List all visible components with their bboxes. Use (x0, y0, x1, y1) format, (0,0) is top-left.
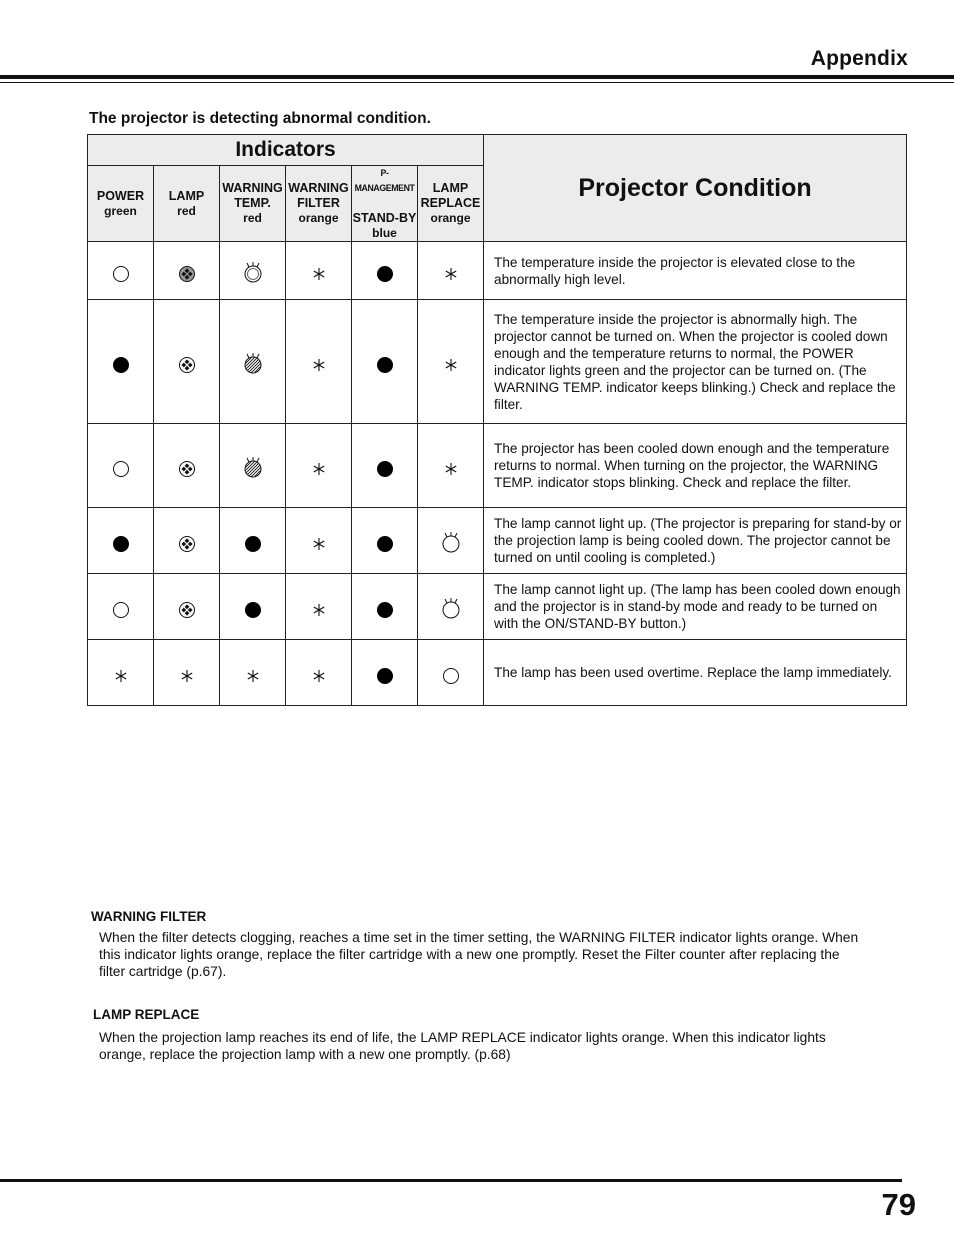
warning-filter-title: WARNING FILTER (91, 909, 207, 924)
indicator-state-cell (286, 640, 352, 706)
asterisk-icon (306, 598, 332, 615)
column-header-color: red (243, 211, 262, 225)
indicator-state-cell (220, 424, 286, 508)
page-header-title: Appendix (810, 47, 908, 70)
filled-dot-icon (240, 598, 266, 615)
lit-diamond-icon (174, 532, 200, 549)
indicator-state-cell (154, 300, 220, 424)
off-circle-icon (108, 262, 134, 279)
indicator-table-row (88, 574, 907, 640)
filled-dot-icon (240, 532, 266, 549)
column-header-line2: FILTER (297, 196, 340, 210)
indicator-state-cell (88, 242, 154, 300)
column-header-line1: P-MANAGEMENT (354, 168, 415, 194)
lamp-replace-body: When the projection lamp reaches its end of life, the LAMP REPLACE indicator lights orange. When this indicator lights orange, replace the projection lamp with a new one promptly. (p.68) (99, 1030, 826, 1062)
indicator-column-header (220, 166, 286, 242)
header-rule-thick (0, 75, 954, 79)
column-header-color: green (104, 203, 137, 218)
column-header-line2: TEMP. (234, 196, 271, 210)
indicator-column-header (154, 166, 220, 242)
filled-dot-icon (108, 353, 134, 370)
indicator-table-row (88, 508, 907, 574)
indicator-column-header (352, 166, 418, 242)
filled-dot-icon (372, 262, 398, 279)
indicator-table-body (88, 242, 907, 706)
indicator-column-header (418, 166, 484, 242)
indicator-state-cell (88, 300, 154, 424)
indicators-header: Indicators (88, 135, 484, 166)
indicator-state-cell (418, 242, 484, 300)
warning-filter-body: When the filter detects clogging, reaches a time set in the timer setting, the WARNING FILTER indicator lights orange. When this indicator lights orange, replace the filter cartridge with a new one promptly. Reset the Filter counter after replacing the filter cartridge (p.67). (99, 930, 859, 979)
blink-ring-icon (240, 262, 266, 279)
indicator-state-cell (88, 424, 154, 508)
indicator-state-cell (286, 574, 352, 640)
asterisk-icon (306, 532, 332, 549)
indicator-state-cell (352, 300, 418, 424)
filled-dot-icon (372, 532, 398, 549)
indicator-state-cell (220, 242, 286, 300)
indicator-state-cell (286, 242, 352, 300)
section-subtitle: The projector is detecting abnormal condition. (89, 110, 431, 127)
indicator-column-header (88, 166, 154, 242)
filled-dot-icon (108, 532, 134, 549)
indicator-state-cell (154, 242, 220, 300)
indicator-table-row (88, 424, 907, 508)
asterisk-icon (306, 664, 332, 681)
indicator-state-cell (286, 508, 352, 574)
column-header-color: orange (430, 211, 471, 225)
indicator-state-cell (220, 508, 286, 574)
indicator-state-cell (88, 640, 154, 706)
blink-circle-icon (438, 598, 464, 615)
asterisk-icon (306, 262, 332, 279)
indicator-state-cell (418, 574, 484, 640)
column-header-line2: REPLACE (420, 196, 481, 210)
column-header-line1: POWER (96, 188, 145, 203)
lit-diamond-icon (174, 353, 200, 370)
indicator-state-cell (418, 508, 484, 574)
indicator-state-cell (154, 574, 220, 640)
header-rule-thin (0, 82, 954, 83)
asterisk-icon (240, 664, 266, 681)
asterisk-icon (306, 457, 332, 474)
indicator-state-cell (352, 640, 418, 706)
indicator-state-cell (154, 424, 220, 508)
indicator-state-cell (154, 508, 220, 574)
asterisk-icon (174, 664, 200, 681)
lit-diamond-icon (174, 598, 200, 615)
indicator-state-cell (154, 640, 220, 706)
indicator-state-cell (286, 424, 352, 508)
filled-dot-icon (372, 457, 398, 474)
indicator-table-row (88, 640, 907, 706)
lamp-replace-title: LAMP REPLACE (93, 1007, 200, 1022)
indicator-state-cell (418, 300, 484, 424)
asterisk-icon (108, 664, 134, 681)
indicator-state-cell (352, 424, 418, 508)
indicator-state-cell (286, 300, 352, 424)
off-circle-icon (108, 598, 134, 615)
condition-description: The lamp has been used overtime. Replace the lamp immediately. (484, 640, 907, 706)
indicator-state-cell (88, 574, 154, 640)
blink-hatched-icon (240, 457, 266, 474)
indicator-table-row (88, 300, 907, 424)
condition-description: The temperature inside the projector is elevated close to the abnormally high level. (484, 242, 907, 300)
condition-description: The lamp cannot light up. (The projector is preparing for stand-by or the projection lamp is being cooled down. The projector cannot be turned on until cooling is completed.) (484, 508, 907, 574)
filled-dot-icon (372, 664, 398, 681)
off-circle-icon (438, 664, 464, 681)
footer-rule (0, 1179, 902, 1182)
column-header-line1: LAMP (432, 181, 469, 195)
asterisk-icon (438, 457, 464, 474)
condition-description: The projector has been cooled down enough and the temperature returns to normal. When turning on the projector, the WARNING TEMP. indicator stops blinking. Check and replace the filter. (484, 424, 907, 508)
blink-hatched-icon (240, 353, 266, 370)
indicator-table (87, 134, 907, 706)
indicator-state-cell (220, 640, 286, 706)
page-number: 79 (881, 1187, 916, 1222)
indicator-state-cell (352, 508, 418, 574)
asterisk-icon (438, 353, 464, 370)
condition-description: The lamp cannot light up. (The lamp has been cooled down enough and the projector is in stand-by mode and ready to be turned on with the ON/STAND-BY button.) (484, 574, 907, 640)
indicator-state-cell (88, 508, 154, 574)
filled-dot-icon (372, 353, 398, 370)
projector-condition-header: Projector Condition (484, 135, 907, 242)
column-header-line1: LAMP (168, 188, 205, 203)
indicator-column-header (286, 166, 352, 242)
asterisk-icon (438, 262, 464, 279)
lit-diamond-icon (174, 457, 200, 474)
indicator-state-cell (220, 300, 286, 424)
off-circle-icon (108, 457, 134, 474)
column-header-color: orange (298, 211, 339, 225)
filled-dot-icon (372, 598, 398, 615)
column-header-line2: STAND-BY (352, 211, 417, 225)
indicator-table-row (88, 242, 907, 300)
condition-description: The temperature inside the projector is abnormally high. The projector cannot be turned on. When the projector is cooled down enough and the temperature returns to normal, the POWER indicator lights green and the projector can be turned on. (The WARNING TEMP. indicator keeps blinking.) Check and replace the filter. (484, 300, 907, 424)
indicator-state-cell (352, 242, 418, 300)
indicator-state-cell (220, 574, 286, 640)
column-header-line1: WARNING (288, 181, 349, 195)
lit-gray-icon (174, 262, 200, 279)
indicator-state-cell (418, 424, 484, 508)
indicator-state-cell (418, 640, 484, 706)
blink-circle-icon (438, 532, 464, 549)
column-header-color: red (177, 203, 196, 218)
indicator-state-cell (352, 574, 418, 640)
column-header-line1: WARNING (222, 181, 283, 195)
asterisk-icon (306, 353, 332, 370)
column-header-color: blue (372, 226, 397, 240)
